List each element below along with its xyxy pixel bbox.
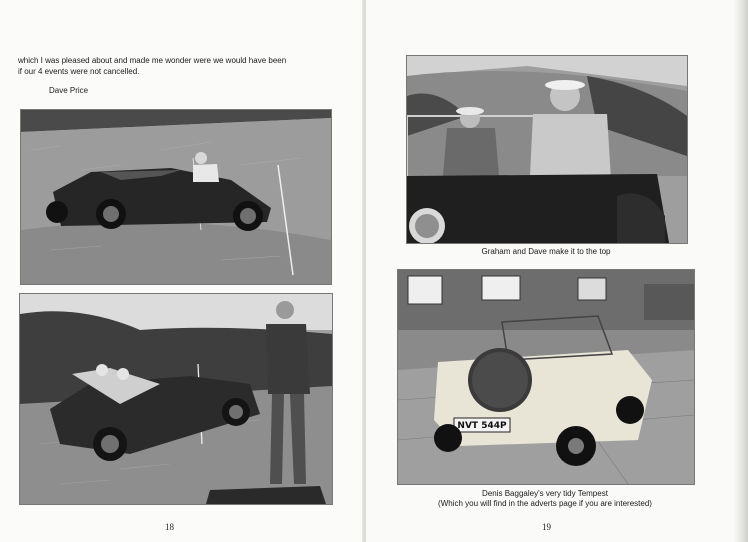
photo-car-with-spectator bbox=[19, 293, 333, 505]
license-plate-text: NVT 544P bbox=[457, 421, 507, 431]
page-edge bbox=[734, 0, 748, 542]
left-page bbox=[0, 0, 364, 542]
page-number-right: 19 bbox=[542, 522, 551, 532]
photo-graham-and-dave bbox=[406, 55, 688, 244]
caption-tempest bbox=[397, 489, 693, 509]
body-text bbox=[18, 55, 348, 77]
caption-tempest-line-2: (Which you will find in the adverts page if you are interested) bbox=[438, 499, 652, 508]
photo-car-on-hill bbox=[20, 109, 332, 285]
body-text-line-2: if our 4 events were not cancelled. bbox=[18, 67, 140, 76]
right-page bbox=[366, 0, 748, 542]
caption-tempest-line-1: Denis Baggaley's very tidy Tempest bbox=[482, 489, 608, 498]
author-signature: Dave Price bbox=[49, 86, 89, 95]
page-number-left: 18 bbox=[165, 522, 174, 532]
photo-tempest-car bbox=[397, 269, 695, 485]
body-text-line-1: which I was pleased about and made me wonder were we would have been bbox=[18, 56, 287, 65]
caption-graham-and-dave: Graham and Dave make it to the top bbox=[481, 247, 611, 256]
